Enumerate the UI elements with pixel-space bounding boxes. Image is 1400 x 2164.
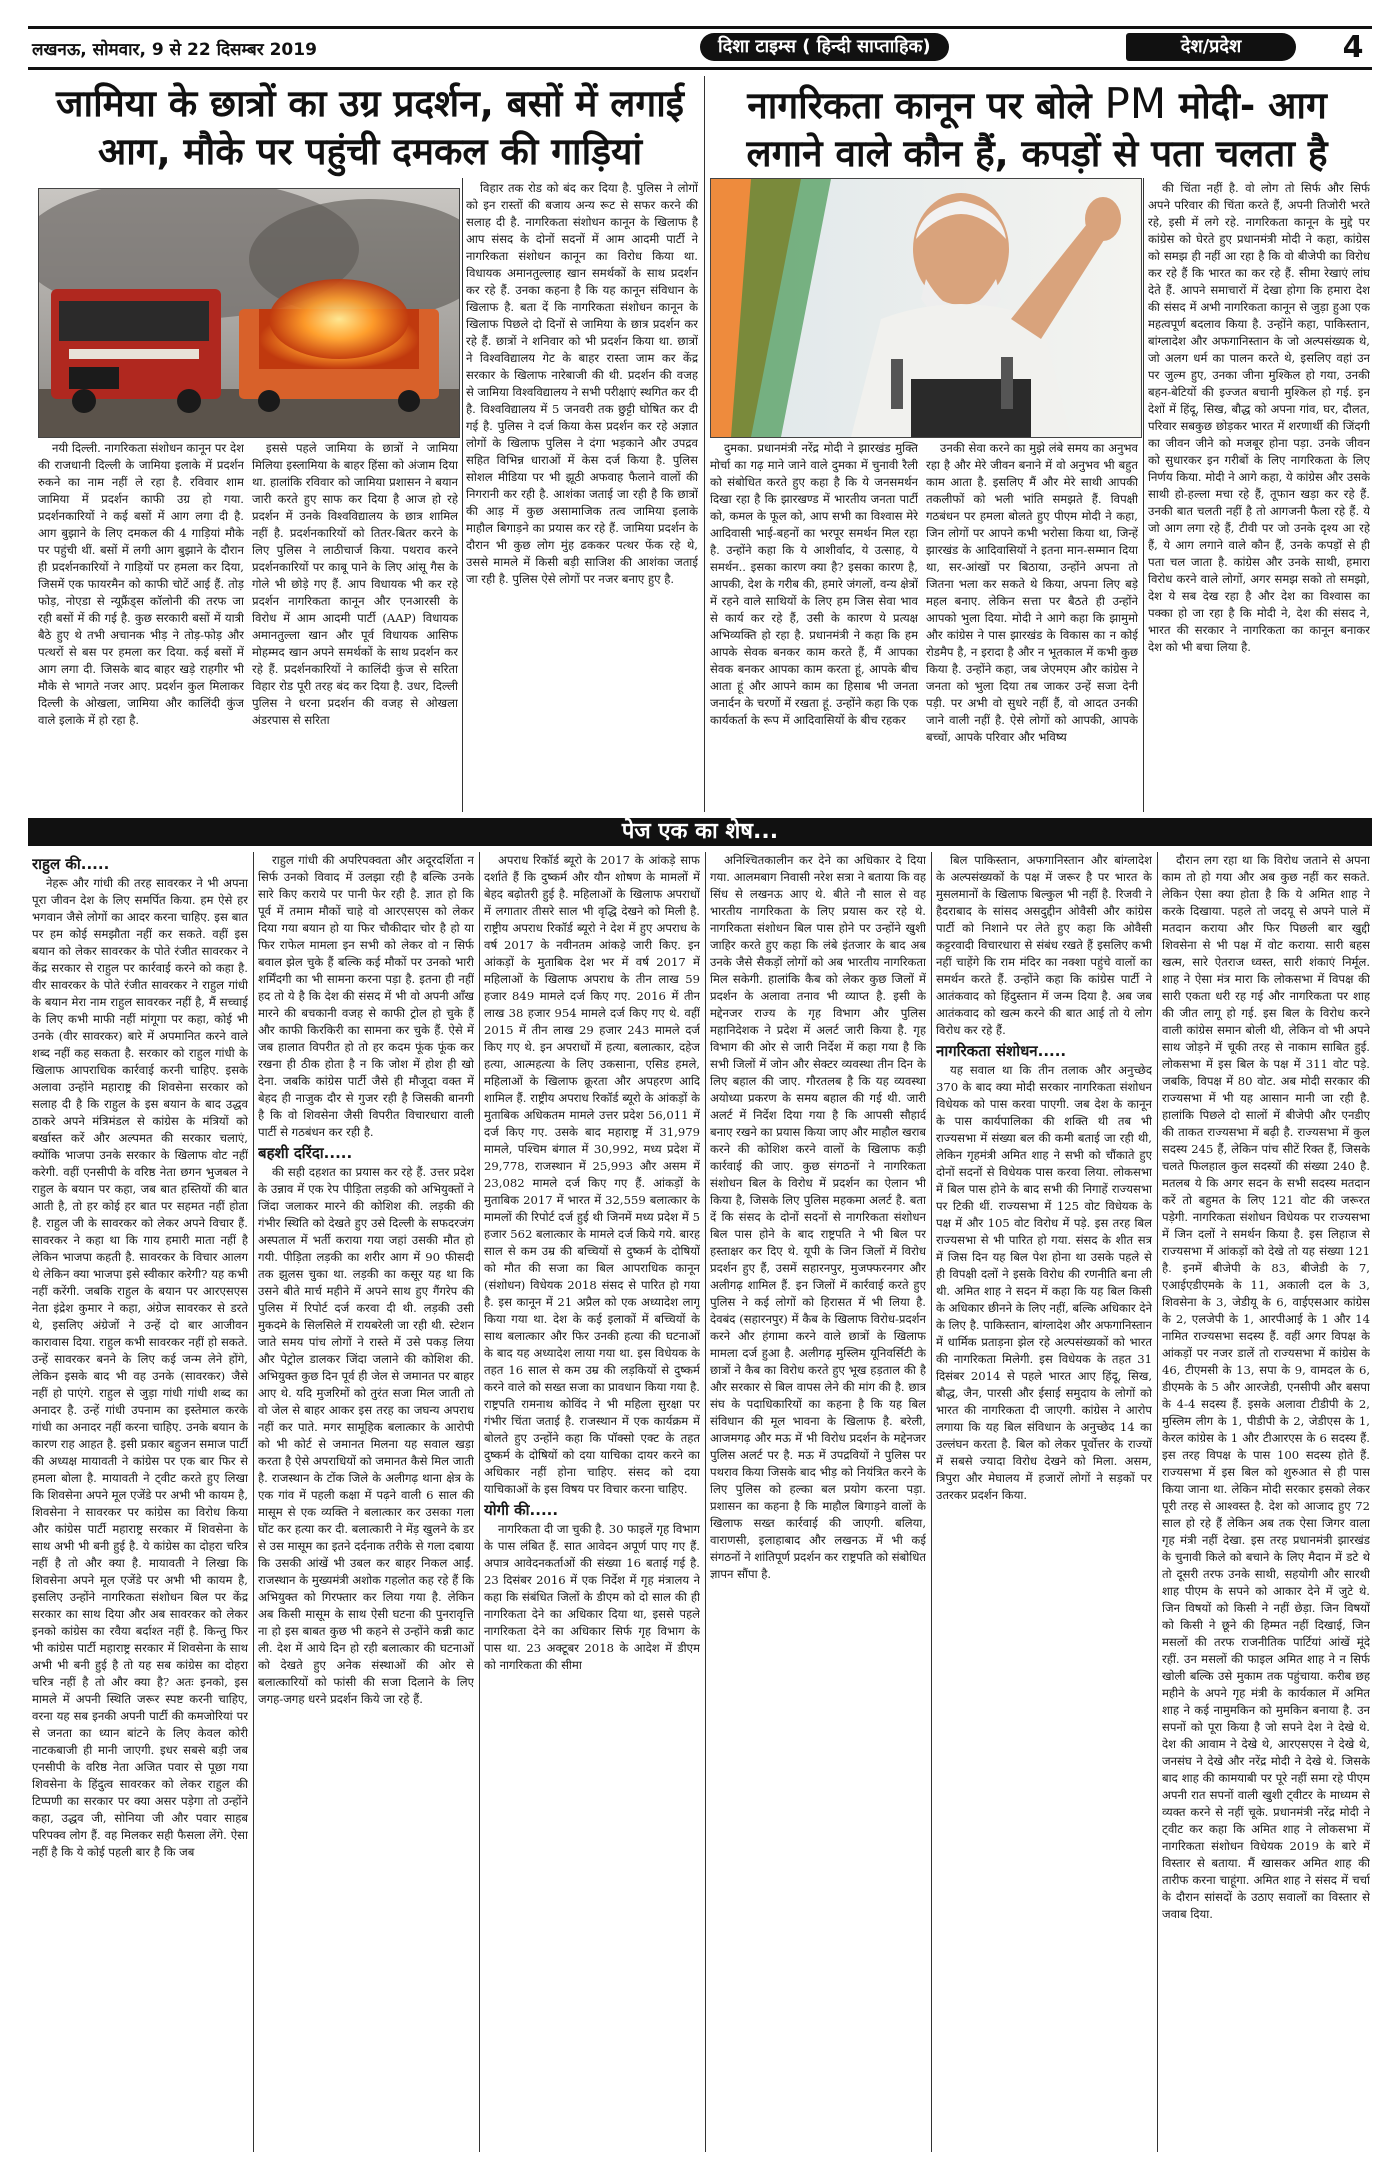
continued-column-6	[1162, 852, 1370, 2152]
continued-sub-rahul: राहुल की.....	[32, 855, 110, 873]
continued-sub-yogi: योगी की.....	[484, 1501, 559, 1519]
continued-column-3b-text: नागरिकता दी जा चुकी है. 30 फाइलें गृह विभाग के पास लंबित हैं. सात आवेदन अपूर्ण पाए गए हैं. अपात्र आवेदनकर्ताओं की संख्या 16 बताई गई है. 23 दिसंबर 2016 में एक निर्देश में गृह मंत्रालय ने कहा कि संबंधित जिलों के डीएम को दो साल की ही नागरिकता देने का अधिकार दिया था, इससे पहले नागरिकता देने का अधिकार सिर्फ गृह विभाग के पास था. 23 अक्टूबर 2018 के आदेश में डीएम को नागरिकता की सीमा	[484, 1522, 700, 1672]
story2-headline-pm: PM	[1104, 79, 1167, 128]
continued-column-5b-text: यह सवाल था कि तीन तलाक और अनुच्छेद 370 के बाद क्या मोदी सरकार नागरिकता संशोधन विधेयक को पास करवा पाएगी. जब देश के कानून के पास कार्यपालिका की शक्ति थी तब भी राज्यसभा में संख्या बल की कमी बताई जा रही थी, लेकिन गृहमंत्री अमित शाह ने सभी को चौंकाते हुए दोनों सदनों से विधेयक पास करवा लिया. लोकसभा में बिल पास होने के बाद सभी की निगाहें राज्यसभा पर टिकी थीं. राज्यसभा में 125 वोट विधेयक के पक्ष में और 105 वोट विरोध में पड़े. इस तरह बिल राज्यसभा से भी पारित हो गया. संसद के शीत सत्र में जिस दिन यह बिल पेश होना था उसके पहले से ही विपक्षी दलों ने इसके विरोध की रणनीति बना ली थी. अमित शाह ने सदन में कहा कि यह बिल किसी के अधिकार छीनने के लिए नहीं, बल्कि अधिकार देने के लिए है. पाकिस्तान, बांग्लादेश और अफगानिस्तान में धार्मिक प्रताड़ना झेल रहे अल्पसंख्यकों को भारत की नागरिकता मिलेगी. इस विधेयक के तहत 31 दिसंबर 2014 से पहले भारत आए हिंदू, सिख, बौद्ध, जैन, पारसी और ईसाई समुदाय के लोगों को भारत की नागरिकता दी जाएगी. कांग्रेस ने आरोप लगाया कि यह बिल संविधान के अनुच्छेद 14 का उल्लंघन करता है. बिल को लेकर पूर्वोत्तर के राज्यों में सबसे ज्यादा विरोध देखने को मिला. असम, त्रिपुरा और मेघालय में हजारों लोगों ने सड़कों पर उतरकर प्रदर्शन किया.	[936, 1063, 1152, 1502]
continued-column-4	[710, 852, 926, 2152]
column-rule	[253, 852, 254, 2152]
burning-bus-image	[39, 189, 459, 437]
continued-column-5-text: बिल पाकिस्तान, अफगानिस्तान और बांग्लादेश के अल्पसंख्यकों के पक्ष में जरूर है पर भारत के मुसलमानों के खिलाफ बिल्कुल भी नहीं है. रिजवी ने हैदराबाद के सांसद असदुद्दीन ओवैसी और कांग्रेस पार्टी को निशाने पर लेते हुए कहा कि ओवैसी कट्टरवादी विचारधारा से संबंध रखते हैं इसलिए कभी नहीं चाहेंगे कि राम मंदिर का नक्शा पहुंचे वालों का समर्थन करते हैं. उन्होंने कहा कि कांग्रेस पार्टी ने आतंकवाद को हिंदुस्तान में जन्म दिया है. अब जब आतंकवाद को खत्म करने की बात आई तो ये लोग विरोध कर रहे हैं.	[936, 853, 1152, 1037]
story1-column-2-text: इससे पहले जामिया के छात्रों ने जामिया मिलिया इस्लामिया के बाहर हिंसा को अंजाम दिया था. हालांकि रविवार को जामिया प्रशासन ने बयान जारी करते हुए साफ कर दिया है आज हो रहे प्रदर्शन में उनके विश्वविद्यालय के छात्र शामिल नहीं है. प्रदर्शनकारियों को तितर-बितर करने के लिए पुलिस ने लाठीचार्ज किया. पथराव करने प्रदर्शनकारियों पर काबू पाने के लिए आंसू गैस के गोले भी छोड़े गए हैं. आप विधायक भी कर रहे प्रदर्शन नागरिकता कानून और एनआरसी के विरोध में आम आदमी पार्टी (AAP) विधायक अमानतुल्ला खान और पूर्व विधायक आसिफ मोहम्मद खान अपने समर्थकों के साथ प्रदर्शन कर रहे हैं. प्रदर्शनकारियों ने कालिंदी कुंज से सरिता विहार रोड पूरी तरह बंद कर दिया है. उधर, दिल्ली पुलिस ने धरना प्रदर्शन की वजह से ओखला अंडरपास से सरिता	[252, 441, 458, 727]
continued-column-3	[484, 852, 700, 2152]
masthead	[28, 26, 1372, 70]
story2-column-2	[926, 440, 1138, 808]
column-rule	[479, 852, 480, 2152]
story2-headline-part1: नागरिकता कानून पर बोले	[747, 84, 1105, 127]
continued-column-1-text: नेहरू और गांधी की तरह सावरकर ने भी अपना पूरा जीवन देश के लिए समर्पित किया. हम ऐसे हर भगवान जैसे लोगों का आदर करना चाहिए. इस बात पर हम कोई समझौता नहीं कर सकते. वहीं इस बयान को लेकर सावरकर के पोते रंजीत सावरकर ने केंद्र सरकार से राहुल पर कार्रवाई करने को कहा है. वीर सावरकर के पोते रंजीत सावरकर ने राहुल गांधी के बयान मेरा नाम राहुल सावरकर नहीं है, मैं सच्चाई के लिए कभी माफी नहीं मांगूगा पर कहा, कोई भी उनके (वीर सावरकर) बारे में अपमानित करने वाले शब्द नहीं कह सकता है. सरकार को राहुल गांधी के खिलाफ आपराधिक कार्रवाई करनी चाहिए. इसके अलावा उन्होंने महाराष्ट्र की शिवसेना सरकार को सलाह दी है कि राहुल के इस बयान के बाद उद्धव ठाकरे अपने मंत्रिमंडल से कांग्रेस के मंत्रियों को बर्खास्त करें और अल्पमत की सरकार चलाएं, क्योंकि भाजपा उनके सरकार के खिलाफ वोट नहीं करेगी. वहीं एनसीपी के वरिष्ठ नेता छगन भुजबल ने राहुल के बयान पर कहा, जब बात हस्तियों की बात आती है, तो हर कोई हर बात पर सहमत नहीं होता है. राहुल जी के सावरकर को लेकर अपने विचार हैं. सावरकर ने कहा था कि गाय हमारी माता नहीं है लेकिन भाजपा कहती है. सावरकर के विचार आलग थे लेकिन क्या भाजपा इसे स्वीकार करेगी? यह कभी नहीं करेंगी. जबकि राहुल के बयान पर आरएसएस नेता इंद्रेश कुमार ने कहा, अंग्रेज सावरकर से डरते थे, इसलिए अंग्रेजों ने उन्हें दो बार आजीवन कारावास दिया. राहुल कभी सावरकर नहीं हो सकते. उन्हें सावरकर बनने के लिए कई जन्म लेने होंगे, लेकिन इसके बाद भी वह उनके (सावरकर) जैसे नहीं हो पाएंगे. राहुल से जुड़ा गांधी गांधी शब्द का अनादर है. उन्हें गांधी उपनाम का इस्तेमाल करके गांधी का अनादर नहीं करना चाहिए. उनके बयान के कारण राह आहत है. इसी प्रकार बहुजन समाज पार्टी की अध्यक्ष मायावती ने कांग्रेस पर एक बार फिर से हमला बोला है. मायावती ने ट्वीट करते हुए लिखा कि शिवसेना अपने मूल एजेंडे पर अभी भी कायम है, शिवसेना ने सावरकर पर कांग्रेस का विरोध किया और कांग्रेस पार्टी महाराष्ट्र सरकार में शिवसेना के साथ अभी भी बनी हुई है. ये कांग्रेस का दोहरा चरित्र नहीं है तो और क्या है. मायावती ने लिखा कि शिवसेना अपने मूल एजेंडे पर अभी भी कायम है, इसलिए उन्होंने नागरिकता संशोधन बिल पर केंद्र सरकार का साथ दिया और अब सावरकर को लेकर इनको कांग्रेस का रवैया बर्दाश्त नहीं है. किन्तु फिर भी कांग्रेस पार्टी महाराष्ट्र सरकार में शिवसेना के साथ अभी भी बनी हुई है तो यह सब कांग्रेस का दोहरा चरित्र नहीं है तो और क्या है? अतः इनको, इस मामले में अपनी स्थिति जरूर स्पष्ट करनी चाहिए, वरना यह सब इनकी अपनी पार्टी की कमजोरियां पर से जनता का ध्यान बांटने के लिए केवल कोरी नाटकबाजी ही मानी जाएगी. इधर सबसे बड़ी जब एनसीपी के वरिष्ठ नेता अजित पवार से पूछा गया शिवसेना के हिंदुत्व सावरकर को लेकर राहुल की टिप्पणी का सरकार पर क्या असर पड़ेगा तो उन्होंने कहा, उद्धव जी, सोनिया जी और पवार साहब परिपक्व लोग हैं. वह मिलकर सही फैसला लेंगे. ऐसा नहीं है कि ये कोई पहली बार है कि जब	[32, 876, 248, 1859]
issue-date: लखनऊ, सोमवार, 9 से 22 दिसम्बर 2019	[32, 40, 317, 60]
continued-column-5	[936, 852, 1152, 2152]
story2-headline-part2: मोदी- आग लगाने वाले कौन हैं, कपड़ों से पता चलता है	[746, 84, 1328, 175]
continued-column-2	[258, 852, 474, 2152]
burning-bus-photo	[38, 188, 460, 438]
page-number: 4	[1334, 29, 1372, 67]
continued-column-2b-text: की सही दहशत का प्रयास कर रहे हैं. उत्तर प्रदेश के उन्नाव में एक रेप पीड़िता लड़की को अभियुक्तों ने जिंदा जलाकर मारने की कोशिश की. लड़की की गंभीर स्थिति को देखते हुए उसे दिल्ली के सफदरजंग अस्पताल में भर्ती कराया गया जहां उसकी मौत हो गयी. पीड़िता लड़की का शरीर आग में 90 फीसदी तक झुलस चुका था. लड़की का कसूर यह था कि उसने बीते मार्च महीने में अपने साथ हुए गैंगरेप की पुलिस में रिपोर्ट दर्ज करवा दी थी. लड़की उसी मुकदमे के सिलसिले में रायबरेली जा रही थी. स्टेशन जाते समय पांच लोगों ने रास्ते में उसे पकड़ लिया और पेट्रोल डालकर जिंदा जलाने की कोशिश की. अभियुक्त कुछ दिन पूर्व ही जेल से जमानत पर बाहर आए थे. यदि मुजरिमों को तुरंत सजा मिल जाती तो वो जेल से बाहर आकर इस तरह का जघन्य अपराध नहीं कर पाते. मगर सामूहिक बलात्कार के आरोपी को भी कोर्ट से जमानत मिलना यह सवाल खड़ा करता है ऐसे अपराधियों को जमानत कैसे मिल जाती है. राजस्थान के टोंक जिले के अलीगढ़ थाना क्षेत्र के एक गांव में पहली कक्षा में पढ़ने वाली 6 साल की मासूम से एक व्यक्ति ने बलात्कार कर उसका गला घोंट कर हत्या कर दी. बलात्कारी ने मेंड़ खुलने के डर से उस मासूम का इतने दर्दनाक तरीके से गला दबाया कि उसकी आंखें भी उबल कर बाहर निकल आईं. राजस्थान के मुख्यमंत्री अशोक गहलोत कह रहे हैं कि अभियुक्त को गिरफ्तार कर लिया गया है. लेकिन अब किसी मासूम के साथ ऐसी घटना की पुनरावृत्ति ना हो इस बाबत कुछ भी कहने से उन्होंने कन्नी काट ली. देश में आये दिन हो रही बलात्कार की घटनाओं को देखते हुए अनेक संस्थाओं की ओर से बलात्कारियों को फांसी की सजा दिलाने के लिए जगह-जगह धरने प्रदर्शन किये जा रहे हैं.	[258, 1165, 474, 1706]
story2-column-3-text: की चिंता नहीं है. वो लोग तो सिर्फ और सिर्फ अपने परिवार की चिंता करते हैं, अपनी तिजोरी भरते रहे, इसी में लगे रहे. नागरिकता कानून के मुद्दे पर कांग्रेस को घेरते हुए प्रधानमंत्री मोदी ने कहा, कांग्रेस को समझ ही नहीं आ रहा है कि वो बीजेपी का विरोध कर रहे हैं कि भारत का कर रहे हैं. सीमा रेखाएं लांघ देते हैं. आपने समाचारों में देखा होगा कि हमारा देश की संसद में अभी नागरिकता कानून से जुड़ा हुआ एक महत्वपूर्ण बदलाव किया है. उन्होंने कहा, पाकिस्तान, बांग्लादेश और अफगानिस्तान के जो अल्पसंख्यक थे, जो अलग धर्म का पालन करते थे, इसलिए वहां उन पर जुल्म हुए, उनका जीना मुश्किल हो गया, उनकी बहन-बेटियों की इज्जत बचानी मुश्किल हो गई. इन देशों में हिंदू, सिख, बौद्ध को अपना गांव, घर, दौलत, परिवार सबकुछ छोड़कर भारत में शरणार्थी की जिंदगी का जीवन जीने को मजबूर होना पड़ा. उनके जीवन को सुधारकर इन गरीबों के लिए नागरिकता के लिए निर्णय किया. मोदी ने आगे कहा, ये कांग्रेस और उसके साथी हो-हल्ला मचा रहे हैं, तूफान खड़ा कर रहे हैं. उनकी बात चलती नहीं है तो आगजनी फैला रहे हैं. ये जो आग लगा रहे हैं, टीवी पर जो उनके दृश्य आ रहे हैं, ये आग लगाने वाले कौन हैं, उनके कपड़ों से ही पता चल जाता है. कांग्रेस और उनके साथी, हमारा विरोध करने वाले लोगों, अगर समझ सको तो समझो, देश ये सब देख रहा है और देश का विश्वास का पक्का हो जा रहा है कि मोदी ने, देश की संसद ने, भारत की सरकार ने नागरिकता का कानून बनाकर देश को भी बचा लिया है.	[1148, 181, 1370, 654]
continued-column-6-text: दौरान लग रहा था कि विरोध जताने से अपना काम तो हो गया और अब कुछ नहीं कर सकते. लेकिन ऐसा क्या होता है कि ये अमित शाह ने करके दिखाया. पहले तो जदयू से अपने पाले में मतदान कराया और फिर पिछली बार खुद्दी शिवसेना से भी पक्ष में वोट कराया. सारी बहस खत्म, सारे ऐतराज ध्वस्त, सारी शंकाएं निर्मूल. शाह ने ऐसा मंत्र मारा कि लोकसभा में विपक्ष की सारी एकता धरी रह गई और नागरिकता पर शाह की जीत लागू हो गई. इस बिल के विरोध करने वाली कांग्रेस समान बोली थी, लेकिन वो भी अपने साथ जोड़ने में चूकी तरह से नाकाम साबित हुई. लोकसभा में इस बिल के पक्ष में 311 वोट पड़े. जबकि, विपक्ष में 80 वोट. अब मोदी सरकार की राज्यसभा में भी यह आसान मानी जा रही है. हालांकि पिछले दो सालों में बीजेपी और एनडीए की ताकत राज्यसभा में बढ़ी है. राज्यसभा में कुल सदस्य 245 हैं, लेकिन पांच सीटें रिक्त हैं, जिसके चलते फिलहाल कुल सदस्यों की संख्या 240 है. मतलब ये कि अगर सदन के सभी सदस्य मतदान करें तो बहुमत के लिए 121 वोट की जरूरत पड़ेगी. नागरिकता संशोधन विधेयक पर राज्यसभा में जिन दलों ने समर्थन किया है. इस लिहाज से राज्यसभा में आंकड़ों को देखे तो यह संख्या 121 है. इनमें बीजेपी के 83, बीजेडी के 7, एआईएडीएमके के 11, अकाली दल के 3, शिवसेना के 3, जेडीयू के 6, वाईएसआर कांग्रेस के 2, एलजेपी के 1, आरपीआई के 1 और 14 नामित राज्यसभा सदस्य हैं. वहीं अगर विपक्ष के आंकड़ों पर नजर डालें तो राज्यसभा में कांग्रेस के 46, टीएमसी के 13, सपा के 9, वामदल के 6, डीएमके के 5 और आरजेडी, एनसीपी और बसपा के 4-4 सदस्य हैं. इसके अलावा टीडीपी के 2, मुस्लिम लीग के 1, पीडीपी के 2, जेडीएस के 1, केरल कांग्रेस के 1 और टीआरएस के 6 सदस्य हैं. इस तरह विपक्ष के पास 100 सदस्य होते हैं. राज्यसभा में इस बिल को शुरुआत से ही पास किया जाना था. लेकिन मोदी सरकार इसको लेकर पूरी तरह से आश्वस्त है. देश को आजाद हुए 72 साल हो रहे हैं लेकिन अब तक ऐसा जिगर वाला गृह मंत्री नहीं देखा. इस तरह प्रधानमंत्री झारखंड के चुनावी किले को बचाने के लिए मैदान में डटे थे तो दूसरी तरफ उनके साथी, सहयोगी और सारथी शाह पीएम के सपने को आकार देने में जुटे थे. जिन विषयों को किसी ने नहीं छेड़ा. जिन विषयों को किसी ने छूने की हिम्मत नहीं दिखाई, जिन मसलों की तरफ राजनीतिक पार्टियां आंखें मूंदे रहीं. उन मसलों की फाइल अमित शाह ने न सिर्फ खोली बल्कि उसे मुकाम तक पहुंचाया. करीब छह महीने के अपने गृह मंत्री के कार्यकाल में अमित शाह ने कई नामुमकिन को मुमकिन बनाया है. उन सपनों को पूरा किया है जो सपने देश ने देखे थे. देश की आवाम ने देखे थे, आरएसएस ने देखे थे, जनसंघ ने देखे और नरेंद्र मोदी ने देखे थे. जिसके बाद शाह की कामयाबी पर पूरे नहीं समा रहे पीएम अपनी रात सपनों वाली खुशी ट्वीटर के माध्यम से व्यक्त करने से नहीं चूके. प्रधानमंत्री नरेंद्र मोदी ने ट्वीट कर कहा कि अमित शाह ने लोकसभा में नागरिकता संशोधन विधेयक 2019 के बारे में विस्तार से बताया. मैं खासकर अमित शाह की तारीफ करना चाहूंगा. अमित शाह ने संसद में चर्चा के दौरान सांसदों के उठाए सवालों का विस्तार से जवाब दिया.	[1162, 853, 1370, 1921]
continued-band-title: पेज एक का शेष...	[621, 819, 779, 844]
column-rule	[705, 852, 706, 2152]
story1-column-3-text: विहार तक रोड को बंद कर दिया है. पुलिस ने लोगों को इन रास्तों की बजाय अन्य रूट से सफर करने की सलाह दी है. नागरिकता संशोधन कानून के खिलाफ है आप संसद के दोनों सदनों में आम आदमी पार्टी ने नागरिकता संशोधन कानून का विरोध किया था. विधायक अमानतुल्लाह खान समर्थकों के साथ प्रदर्शन कर रहे हैं. उनका कहना है कि यह कानून संविधान के खिलाफ है. बता दें कि नागरिकता संशोधन कानून के खिलाफ पिछले दो दिनों से जामिया के छात्र प्रदर्शन कर रहे हैं. छात्रों ने शनिवार को भी प्रदर्शन किया था. छात्रों ने विश्वविद्यालय गेट के बाहर रास्ता जाम कर केंद्र सरकार के खिलाफ नारेबाजी की थी. प्रदर्शन की वजह से जामिया विश्वविद्यालय ने सभी परीक्षाएं स्थगित कर दी है. विश्वविद्यालय में 5 जनवरी तक छुट्टी घोषित कर दी गई है. पुलिस ने दर्ज किया केस प्रदर्शन कर रहे अज्ञात लोगों के खिलाफ पुलिस ने दंगा भड़काने और उपद्रव सहित विभिन्न धाराओं में केस दर्ज किया है. पुलिस सोशल मीडिया पर भी झूठी अफवाह फैलाने वालों की निगरानी कर रही है. आशंका जताई जा रही है कि छात्रों की आड़ में कुछ असामाजिक तत्व जामिया इलाके माहौल बिगाड़ने का प्रयास कर रहे हैं. जामिया प्रदर्शन के दौरान भी कुछ लोग मुंह ढककर पत्थर फेंक रहे थे, उससे मामले में किसी बड़ी साजिश की आशंका जताई जा रही है. पुलिस ऐसे लोगों पर नजर बनाए हुए है.	[466, 181, 698, 586]
column-rule	[1157, 852, 1158, 2152]
story1-headline: जामिया के छात्रों का उग्र प्रदर्शन, बसों में लगाई आग, मौके पर पहुंची दमकल की गाड़ियां	[56, 82, 684, 173]
column-rule	[1143, 178, 1144, 812]
continued-column-2-text: राहुल गांधी की अपरिपक्वता और अदूरदर्शिता न सिर्फ उनको विवाद में उलझा रही है बल्कि उनके सारे किए कराये पर पानी फेर रही है. ज्ञात हो कि पूर्व में तमाम मौकों चाहे वो आरएसएस को लेकर दिया गया बयान हो या फिर चौकीदार चोर है हो या फिर राफेल मामला इन सभी को लेकर वो न सिर्फ बवाल झेल चुके हैं बल्कि कई मौकों पर उनको भारी शर्मिंदगी का भी सामना करना पड़ा है. इतना ही नहीं हद तो ये है कि देश की संसद में भी वो अपनी आँख मारने की बचकानी वजह से काफी ट्रोल हो चुके हैं और काफी किरकिरी का सामना कर चुके हैं. ऐसे में जब हालात विपरीत हो तो हर कदम फूंक फूंक कर रखना ही ठीक होता है न कि जोश में होश ही खो देना. जबकि कांग्रेस पार्टी जैसे ही मौजूदा वक्त में बेहद ही नाजुक दौर से गुजर रही है जिसकी बानगी है कि वो शिवसेना जैसी विपरीत विचारधारा वाली पार्टी से गठबंधन कर रही है.	[258, 853, 474, 1139]
story2-column-1-text: दुमका. प्रधानमंत्री नरेंद्र मोदी ने झारखंड मुक्ति मोर्चा का गढ़ माने जाने वाले दुमका में चुनावी रैली को संबोधित करते हुए कहा है कि ये जनसमर्थन दिखा रहा है कि झारखण्ड में भारतीय जनता पार्टी को, कमल के फूल को, आप सभी का विश्वास मेरे आदिवासी भाई-बहनों का भरपूर समर्थन मिल रहा है. उन्होंने कहा कि ये आशीर्वाद, ये उत्साह, ये समर्थन.. इसका कारण क्या है? इसका कारण है, आपकी, देश के गरीब की, हमारे जंगलों, वन्य क्षेत्रों में रहने वाले साथियों के लिए हम जिस सेवा भाव से कार्य कर रहे हैं, उसी के कारण ये प्रत्यक्ष अभिव्यक्ति हो रहा है. प्रधानमंत्री ने कहा कि हम आपके सेवक बनकर काम करते हैं, मैं आपका सेवक बनकर आपका काम करता हूं, आपके बीच आता हूं और आपने काम का हिसाब भी जनता जनार्दन के चरणों में रखता हूं. उन्होंने कहा कि एक कार्यकर्ता के रूप में आदिवासियों के बीच रहकर	[710, 441, 918, 727]
continued-column-3-text: अपराध रिकॉर्ड ब्यूरो के 2017 के आंकड़े साफ दर्शाते हैं कि दुष्कर्म और यौन शोषण के मामलों में बेहद बढ़ोतरी हुई है. महिलाओं के खिलाफ अपराधों में लगातार तीसरे साल भी वृद्धि देखने को मिली है. राष्ट्रीय अपराध रिकॉर्ड ब्यूरो ने देश में हुए अपराध के वर्ष 2017 के नवीनतम आंकड़े जारी किए. इन आंकड़ों के मुताबिक देश भर में वर्ष 2017 में महिलाओं के खिलाफ अपराध के तीन लाख 59 हजार 849 मामले दर्ज किए गए. 2016 में तीन लाख 38 हजार 954 मामले दर्ज किए गए थे. वहीं 2015 में तीन लाख 29 हजार 243 मामले दर्ज किए गए थे. इन अपराधों में हत्या, बलात्कार, दहेज हत्या, आत्महत्या के लिए उकसाना, एसिड हमले, महिलाओं के खिलाफ क्रूरता और अपहरण आदि शामिल हैं. राष्ट्रीय अपराध रिकॉर्ड ब्यूरो के आंकड़ों के मुताबिक अधिकतम मामले उत्तर प्रदेश 56,011 में दर्ज किए गए. उसके बाद महाराष्ट्र में 31,979 मामले, पश्चिम बंगाल में 30,992, मध्य प्रदेश में 29,778, राजस्थान में 25,993 और असम में 23,082 मामले दर्ज किए गए हैं. आंकड़ों के मुताबिक 2017 में भारत में 32,559 बलात्कार के मामलों की रिपोर्ट दर्ज हुई थी जिनमें मध्य प्रदेश में 5 हजार 562 बलात्कार के मामले दर्ज किये गये. बारह साल से कम उम्र की बच्चियों से दुष्कर्म के दोषियों को मौत की सजा का बिल आपराधिक कानून (संशोधन) विधेयक 2018 संसद से पारित हो गया है. इस कानून में 21 अप्रैल को एक अध्यादेश लागू किया गया था. देश के कई इलाकों में बच्चियों के साथ बलात्कार और फिर उनकी हत्या की घटनाओं के बाद यह अध्यादेश लाया गया था. इस विधेयक के तहत 16 साल से कम उम्र की लड़कियों से दुष्कर्म करने वाले को सख्त सजा का प्रावधान किया गया है. राष्ट्रपति रामनाथ कोविंद ने भी महिला सुरक्षा पर गंभीर चिंता जताई है. राजस्थान में एक कार्यक्रम में बोलते हुए उन्होंने कहा कि पॉक्सो एक्ट के तहत दुष्कर्म के दोषियों को दया याचिका दायर करने का अधिकार नहीं होना चाहिए. संसद को दया याचिकाओं के इस विषय पर विचार करना चाहिए.	[484, 853, 700, 1496]
story1-column-2	[252, 440, 458, 808]
story2-column-2-text: उनकी सेवा करने का मुझे लंबे समय का अनुभव रहा है और मेरे जीवन बनाने में वो अनुभव भी बहुत काम आता है. इसलिए मैं और मेरे साथी आपकी तकलीफों को भली भांति समझते हैं. विपक्षी गठबंधन पर हमला बोलते हुए पीएम मोदी ने कहा, जिन लोगों पर आपने कभी भरोसा किया था, जिन्हें झारखंड के आदिवासियों ने इतना मान-सम्मान दिया था, सर-आंखों पर बिठाया, उन्होंने अपना तो जितना भला कर सकते थे किया, अपना लिए बड़े महल बनाए. लेकिन सत्ता पर बैठते ही उन्होंने आपको भुला दिया. मोदी ने आगे कहा कि झामुमो और कांग्रेस ने पास झारखंड के विकास का न कोई रोडमैप है, न इरादा है और न भूतकाल में कभी कुछ किया है. उन्होंने कहा, जब जेएमएम और कांग्रेस ने जनता को भुला दिया तब जाकर उन्हें सजा देनी पड़ी. पर अभी वो सुधरे नहीं हैं, वो आदत उनकी जाने वाली नहीं है. ऐसे लोगों को आपकी, आपके बच्चों, आपके परिवार और भविष्य	[926, 441, 1138, 744]
story1-column-3	[466, 180, 698, 808]
continued-sub-nagrikta: नागरिकता संशोधन.....	[936, 1042, 1067, 1060]
continued-band	[28, 818, 1372, 846]
story1-column-1	[38, 440, 244, 808]
story1-column-1-text: नयी दिल्ली. नागरिकता संशोधन कानून पर देश की राजधानी दिल्ली के जामिया इलाके में प्रदर्शन रुकने का नाम नहीं ले रहा है. रविवार शाम जामिया में प्रदर्शन काफी उग्र हो गया. प्रदर्शनकारियों ने कई बसों में आग लगा दी है. आग बुझाने के लिए दमकल की 4 गाड़ियां मौके पर पहुंची थीं. बसों में लगी आग बुझाने के दौरान ही प्रदर्शनकारियों ने गाड़ियों पर हमला कर दिया, जिसमें एक फायरमैन को काफी चोटें आई हैं. तोड़ फोड़, नोएडा से न्यूफ्रैंड्स कॉलोनी की तरफ जा रही बसों में की गई है. कुछ सरकारी बसों में यात्री बैठे हुए थे तभी अचानक भीड़ ने तोड़-फोड़ और पत्थरों से बस पर हमला कर दिया. कई बसों में आग लगा दी. जिसके बाद बाहर खड़े राहगीर भी मौके से भागते नजर आए. प्रदर्शन कुल मिलाकर दिल्ली के ओखला, जामिया और कालिंदी कुंज वाले इलाके में हो रहा है.	[38, 441, 244, 727]
column-rule	[931, 852, 932, 2152]
continued-column-4-text: अनिश्चितकालीन कर देने का अधिकार दे दिया गया. आलमबाग निवासी नरेश सत्रा ने बताया कि वह सिंध से लखनऊ आए थे. बीते नौ साल से वह भारतीय नागरिकता के लिए प्रयास कर रहे थे. नागरिकता संशोधन बिल पास होने पर उन्होंने खुशी जाहिर करते हुए कहा कि लंबे इंतजार के बाद अब उनके जैसे सैकड़ों लोगों को अब भारतीय नागरिकता मिल सकेगी. हालांकि कैब को लेकर कुछ जिलों में प्रदर्शन के अलावा तनाव भी व्याप्त है. इसी के मद्देनजर राज्य के गृह विभाग और पुलिस महानिदेशक ने प्रदेश में अलर्ट जारी किया है. गृह विभाग की ओर से जारी निर्देश में कहा गया है कि सभी जिलों में जोन और सेक्टर व्यवस्था तीन दिन के लिए बहाल की जाए. गौरतलब है कि यह व्यवस्था अयोध्या प्रकरण के समय बहाल की गई थी. जारी अलर्ट में निर्देश दिया गया है कि आपसी सौहार्द बनाए रखने का प्रयास किया जाए और माहौल खराब करने की कोशिश करने वालों के खिलाफ कड़ी कार्रवाई की जाए. कुछ संगठनों ने नागरिकता संशोधन बिल के विरोध में प्रदर्शन का ऐलान भी किया है, जिसके लिए पुलिस महकमा अलर्ट है. बता दें कि संसद के दोनों सदनों से नागरिकता संशोधन बिल पास होने के बाद राष्ट्रपति ने भी बिल पर हस्ताक्षर कर दिए थे. यूपी के जिन जिलों में विरोध प्रदर्शन हुए हैं, उसमें सहारनपुर, मुजफ्फरनगर और अलीगढ़ शामिल हैं. इन जिलों में कार्रवाई करते हुए पुलिस ने कई लोगों को हिरासत में भी लिया है. देवबंद (सहारनपुर) में कैब के खिलाफ विरोध-प्रदर्शन करने और हंगामा करने वाले छात्रों के खिलाफ मामला दर्ज हुआ है. अलीगढ़ मुस्लिम यूनिवर्सिटी के छात्रों ने कैब का विरोध करते हुए भूख हड़ताल की है और सरकार से बिल वापस लेने की मांग की है. छात्र संघ के पदाधिकारियों का कहना है कि यह बिल संविधान की मूल भावना के खिलाफ है. बरेली, आजमगढ़ और मऊ में भी विरोध प्रदर्शन के मद्देनजर पुलिस अलर्ट पर है. मऊ में उपद्रवियों ने पुलिस पर पथराव किया जिसके बाद भीड़ को नियंत्रित करने के लिए पुलिस को हल्का बल प्रयोग करना पड़ा. प्रशासन का कहना है कि माहौल बिगाड़ने वालों के खिलाफ सख्त कार्रवाई की जाएगी. बलिया, वाराणसी, इलाहाबाद और लखनऊ में भी कई संगठनों ने शांतिपूर्ण प्रदर्शन कर राष्ट्रपति को संबोधित ज्ञापन सौंपा है.	[710, 853, 926, 1581]
column-rule	[704, 76, 705, 812]
column-rule	[462, 178, 463, 812]
newspaper-name: दिशा टाइम्स ( हिन्दी साप्ताहिक)	[700, 33, 949, 61]
story2-headline	[712, 80, 1362, 178]
section-name: देश/प्रदेश	[1126, 33, 1296, 61]
pm-speech-image	[711, 179, 1141, 437]
story2-column-3	[1148, 180, 1370, 808]
continued-sub-darinda: बहशी दरिंदा.....	[258, 1144, 353, 1162]
pm-speech-photo	[710, 178, 1142, 438]
continued-column-1	[32, 852, 248, 2152]
story2-column-1	[710, 440, 918, 808]
